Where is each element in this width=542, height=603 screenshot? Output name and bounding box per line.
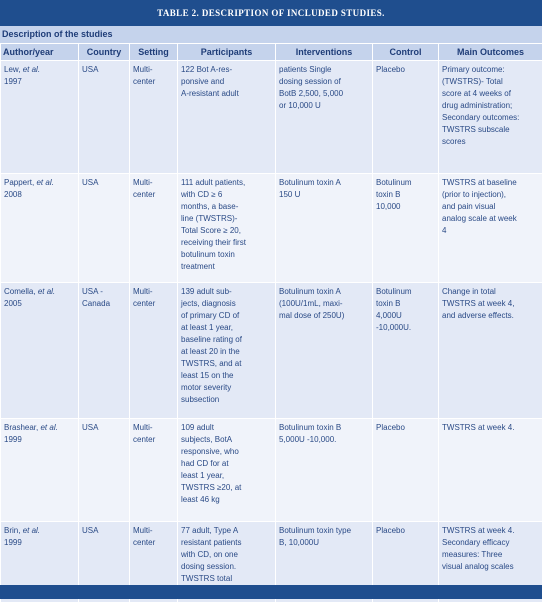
table-row [1,283,542,419]
cell-country: USA - Canada [79,283,130,419]
table-subtitle: Description of the studies [0,26,542,43]
cell-control: Botulinum toxin B 10,000 [373,174,439,283]
header-participants: Participants [178,44,276,61]
author-year: 1999 [4,538,22,547]
cell-participants: 111 adult patients, with CD ≥ 6 months, a base- line (TWSTRS)- Total Score ≥ 20, receiving their first botulinum toxin treatment [178,174,276,283]
table-row [1,61,542,174]
cell-control: Placebo [373,522,439,603]
cell-setting: Multi- center [130,522,178,603]
cell-setting: Multi- center [130,419,178,522]
cell-setting: Multi- center [130,283,178,419]
cell-control: Placebo [373,61,439,174]
cell-setting: Multi- center [130,61,178,174]
cell-interventions: Botulinum toxin A 150 U [276,174,373,283]
author-etal: et al. [38,287,55,296]
cell-country: USA [79,174,130,283]
author-name: Brin, [4,526,20,535]
cell-author [1,174,79,283]
author-etal: et al. [23,65,40,74]
cell-setting: Multi- center [130,174,178,283]
author-etal: et al. [23,526,40,535]
author-etal: et al. [36,178,53,187]
author-etal: et al. [40,423,57,432]
author-name: Comella, [4,287,36,296]
cell-interventions: Botulinum toxin type B, 10,000U [276,522,373,603]
cell-participants: 109 adult subjects, BotA responsive, who had CD for at least 1 year, TWSTRS ≥20, at least 46 kg [178,419,276,522]
cell-author [1,61,79,174]
cell-author [1,419,79,522]
cell-outcomes: TWSTRS at week 4. Secondary efficacy measures: Three visual analog scales [439,522,542,603]
cell-participants: 77 adult, Type A resistant patients with CD, on one dosing session. TWSTRS total [178,522,276,603]
author-year: 1997 [4,77,22,86]
cell-participants: 122 Bot A-res- ponsive and A-resistant adult [178,61,276,174]
header-outcomes: Main Outcomes [439,44,542,61]
cell-participants: 139 adult sub- jects, diagnosis of primary CD of at least 1 year, baseline rating of at least 20 in the TWSTRS, and at least 15 on the motor severity subsection [178,283,276,419]
header-control: Control [373,44,439,61]
header-interventions: Interventions [276,44,373,61]
cell-interventions: Botulinum toxin B 5,000U -10,000. [276,419,373,522]
cell-control: Botulinum toxin B 4,000U -10,000U. [373,283,439,419]
cell-country: USA [79,419,130,522]
studies-table [0,43,542,603]
author-year: 2005 [4,299,22,308]
header-row [1,44,542,61]
cell-control: Placebo [373,419,439,522]
table-row [1,419,542,522]
cell-country: USA [79,61,130,174]
cell-outcomes: TWSTRS at week 4. [439,419,542,522]
author-name: Lew, [4,65,20,74]
cell-interventions: Botulinum toxin A (100U/1mL, maxi- mal dose of 250U) [276,283,373,419]
cell-author [1,283,79,419]
author-year: 2008 [4,190,22,199]
cell-interventions: patients Single dosing session of BotB 2,500, 5,000 or 10,000 U [276,61,373,174]
header-author: Author/year [1,44,79,61]
cell-outcomes: Change in total TWSTRS at week 4, and adverse effects. [439,283,542,419]
header-country: Country [79,44,130,61]
cell-country: USA [79,522,130,603]
author-name: Pappert, [4,178,34,187]
table-footer-bar [0,585,542,599]
author-year: 1999 [4,435,22,444]
cell-outcomes: TWSTRS at baseline (prior to injection), and pain visual analog scale at week 4 [439,174,542,283]
author-name: Brashear, [4,423,38,432]
header-setting: Setting [130,44,178,61]
table-row [1,174,542,283]
table-title: TABLE 2. DESCRIPTION OF INCLUDED STUDIES. [0,0,542,26]
cell-outcomes: Primary outcome: (TWSTRS)- Total score at 4 weeks of drug administration; Secondary outcomes: TWSTRS subscale scores [439,61,542,174]
